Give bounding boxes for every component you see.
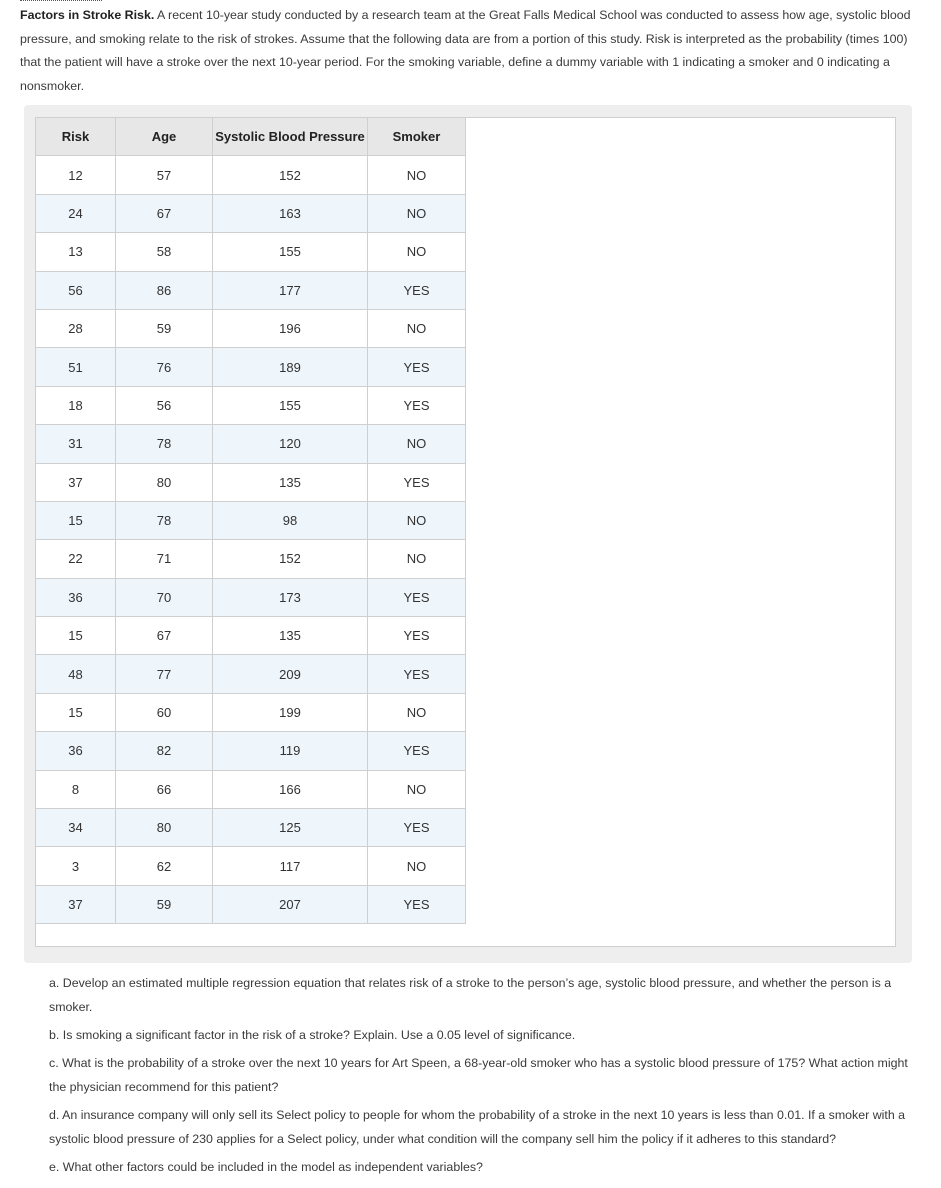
cell-age: 66 [116, 770, 213, 808]
cell-age: 57 [116, 156, 213, 194]
table-row [36, 732, 466, 770]
cell-systolic-blood-pressure: 119 [213, 732, 368, 770]
cell-smoker: NO [368, 156, 466, 194]
cell-age: 78 [116, 501, 213, 539]
header-age: Age [116, 118, 213, 156]
cell-smoker: NO [368, 425, 466, 463]
cell-risk: 12 [36, 156, 116, 194]
cell-age: 80 [116, 463, 213, 501]
header-systolic-blood-pressure: Systolic Blood Pressure [213, 118, 368, 156]
cell-systolic-blood-pressure: 155 [213, 233, 368, 271]
cell-age: 82 [116, 732, 213, 770]
cell-systolic-blood-pressure: 155 [213, 386, 368, 424]
header-smoker: Smoker [368, 118, 466, 156]
cell-systolic-blood-pressure: 152 [213, 156, 368, 194]
cell-systolic-blood-pressure: 98 [213, 501, 368, 539]
top-divider [20, 0, 102, 1]
cell-age: 76 [116, 348, 213, 386]
cell-risk: 15 [36, 501, 116, 539]
cell-risk: 48 [36, 655, 116, 693]
stroke-risk-table [35, 117, 466, 924]
question-b: b. Is smoking a significant factor in the risk of a stroke? Explain. Use a 0.05 level of significance. [49, 1028, 576, 1042]
table-row [36, 425, 466, 463]
cell-age: 78 [116, 425, 213, 463]
problem-description: A recent 10-year study conducted by a research team at the Great Falls Medical School was conducted to assess how age, systolic blood pressure, and smoking relate to the risk of strokes. Assume that the following data are from a portion of this study. Risk is interpreted as the probability (times 100) that the patient will have a stroke over the next 10-year period. For the smoking variable, define a dummy variable with 1 indicating a smoker and 0 indicating a nonsmoker. [20, 8, 911, 93]
cell-age: 67 [116, 194, 213, 232]
table-row [36, 655, 466, 693]
table-row [36, 233, 466, 271]
cell-risk: 36 [36, 578, 116, 616]
table-row [36, 770, 466, 808]
table-row [36, 156, 466, 194]
cell-systolic-blood-pressure: 125 [213, 809, 368, 847]
cell-smoker: NO [368, 693, 466, 731]
cell-smoker: YES [368, 885, 466, 923]
cell-age: 70 [116, 578, 213, 616]
cell-smoker: YES [368, 617, 466, 655]
question-a: a. Develop an estimated multiple regression equation that relates risk of a stroke to the person’s age, systolic blood pressure, and whether the person is a smoker. [49, 976, 892, 1014]
cell-risk: 37 [36, 885, 116, 923]
cell-smoker: YES [368, 271, 466, 309]
cell-systolic-blood-pressure: 135 [213, 617, 368, 655]
cell-systolic-blood-pressure: 120 [213, 425, 368, 463]
header-risk: Risk [36, 118, 116, 156]
cell-age: 86 [116, 271, 213, 309]
cell-smoker: YES [368, 386, 466, 424]
cell-smoker: NO [368, 847, 466, 885]
cell-risk: 22 [36, 540, 116, 578]
cell-risk: 8 [36, 770, 116, 808]
table-row [36, 271, 466, 309]
cell-smoker: NO [368, 501, 466, 539]
cell-systolic-blood-pressure: 135 [213, 463, 368, 501]
cell-age: 59 [116, 885, 213, 923]
cell-smoker: YES [368, 348, 466, 386]
question-e: e. What other factors could be included in the model as independent variables? [49, 1160, 483, 1174]
cell-risk: 56 [36, 271, 116, 309]
cell-smoker: YES [368, 655, 466, 693]
cell-risk: 15 [36, 617, 116, 655]
cell-age: 56 [116, 386, 213, 424]
cell-age: 58 [116, 233, 213, 271]
table-row [36, 501, 466, 539]
cell-systolic-blood-pressure: 152 [213, 540, 368, 578]
cell-systolic-blood-pressure: 166 [213, 770, 368, 808]
cell-smoker: YES [368, 463, 466, 501]
cell-smoker: NO [368, 540, 466, 578]
question-d: d. An insurance company will only sell its Select policy to people for whom the probability of a stroke in the next 10 years is less than 0.01. If a smoker with a systolic blood pressure of 230 applies for a Select policy, under what condition will the company sell him the policy if it adheres to this standard? [49, 1108, 906, 1146]
table-row [36, 885, 466, 923]
cell-risk: 13 [36, 233, 116, 271]
cell-systolic-blood-pressure: 199 [213, 693, 368, 731]
cell-age: 67 [116, 617, 213, 655]
cell-risk: 51 [36, 348, 116, 386]
cell-risk: 31 [36, 425, 116, 463]
cell-risk: 3 [36, 847, 116, 885]
table-row [36, 309, 466, 347]
cell-age: 71 [116, 540, 213, 578]
cell-age: 59 [116, 309, 213, 347]
problem-title: Factors in Stroke Risk. [20, 8, 155, 22]
cell-risk: 37 [36, 463, 116, 501]
cell-smoker: YES [368, 732, 466, 770]
cell-systolic-blood-pressure: 207 [213, 885, 368, 923]
table-body [36, 156, 466, 924]
table-header-row [36, 118, 466, 156]
cell-risk: 36 [36, 732, 116, 770]
cell-age: 62 [116, 847, 213, 885]
cell-smoker: NO [368, 194, 466, 232]
cell-smoker: NO [368, 770, 466, 808]
problem-statement [20, 4, 920, 98]
cell-systolic-blood-pressure: 163 [213, 194, 368, 232]
cell-age: 60 [116, 693, 213, 731]
table-row [36, 847, 466, 885]
cell-risk: 15 [36, 693, 116, 731]
cell-systolic-blood-pressure: 173 [213, 578, 368, 616]
table-row [36, 463, 466, 501]
cell-risk: 18 [36, 386, 116, 424]
table-row [36, 386, 466, 424]
table-row [36, 348, 466, 386]
table-row [36, 540, 466, 578]
cell-risk: 28 [36, 309, 116, 347]
cell-smoker: NO [368, 233, 466, 271]
cell-age: 77 [116, 655, 213, 693]
cell-age: 80 [116, 809, 213, 847]
cell-smoker: YES [368, 809, 466, 847]
cell-systolic-blood-pressure: 117 [213, 847, 368, 885]
cell-risk: 24 [36, 194, 116, 232]
cell-risk: 34 [36, 809, 116, 847]
table-row [36, 809, 466, 847]
cell-systolic-blood-pressure: 196 [213, 309, 368, 347]
cell-systolic-blood-pressure: 209 [213, 655, 368, 693]
question-c: c. What is the probability of a stroke over the next 10 years for Art Speen, a 68-year-old smoker who has a systolic blood pressure of 175? What action might the physician recommend for this patient? [49, 1056, 908, 1094]
table-row [36, 578, 466, 616]
cell-systolic-blood-pressure: 177 [213, 271, 368, 309]
cell-systolic-blood-pressure: 189 [213, 348, 368, 386]
question-list [49, 971, 917, 1183]
cell-smoker: NO [368, 309, 466, 347]
table-row [36, 693, 466, 731]
table-row [36, 194, 466, 232]
table-row [36, 617, 466, 655]
cell-smoker: YES [368, 578, 466, 616]
